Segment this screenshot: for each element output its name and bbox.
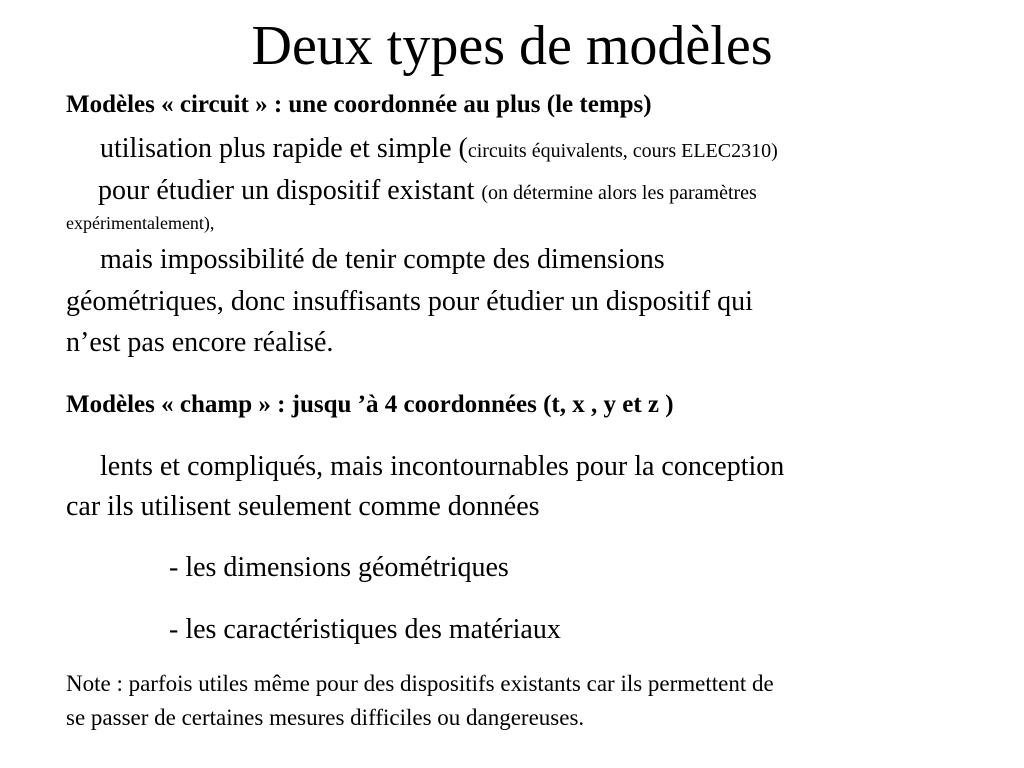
circuit-line-2 — [66, 171, 998, 213]
note-line-1: Note : parfois utiles même pour des dispositifs existants car ils permettent de — [66, 671, 774, 696]
circuit-line-5: géométriques, donc insuffisants pour étudier un dispositif qui — [66, 286, 753, 317]
circuit-line-1-main: utilisation plus rapide et simple ( — [100, 133, 468, 164]
circuit-line-2-small: (on détermine alors les paramètres — [481, 182, 757, 204]
circuit-line-6: n’est pas encore réalisé. — [66, 327, 334, 358]
field-line-1: lents et compliqués, mais incontournables pour la conception — [100, 451, 785, 482]
circuit-models-heading: Modèles « circuit » : une coordonnée au plus (le temps) — [66, 91, 652, 118]
field-line-2: car ils utilisent seulement comme données — [66, 491, 540, 522]
bullet-geometric-dimensions: - les dimensions géométriques — [169, 552, 509, 583]
circuit-line-1-small: circuits équivalents, cours ELEC2310) — [467, 140, 778, 162]
slide-title: Deux types de modèles — [251, 15, 773, 77]
field-models-heading: Modèles « champ » : jusqu ’à 4 coordonnées (t, x , y et z ) — [66, 391, 674, 418]
circuit-line-2-main: pour étudier un dispositif existant — [98, 175, 482, 206]
note-line-2: se passer de certaines mesures difficiles ou dangereuses. — [66, 705, 585, 730]
circuit-line-1 — [66, 129, 1000, 171]
circuit-line-4: mais impossibilité de tenir compte des dimensions — [100, 244, 665, 275]
circuit-line-3: expérimentalement), — [66, 213, 215, 233]
bullet-material-characteristics: - les caractéristiques des matériaux — [169, 614, 561, 645]
